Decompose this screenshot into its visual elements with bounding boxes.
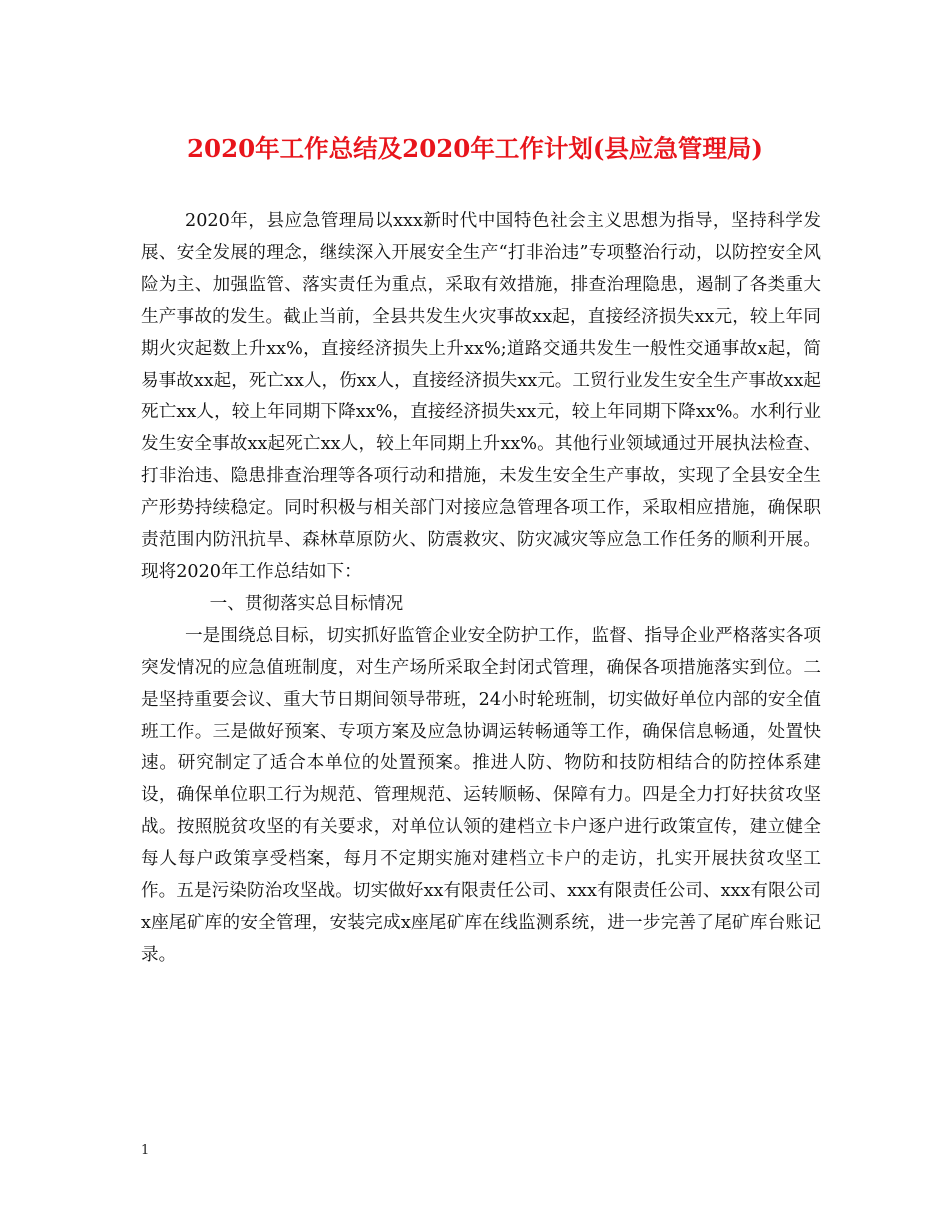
page-number: 1	[141, 1143, 150, 1158]
document-title: 2020年工作总结及2020年工作计划(县应急管理局)	[186, 134, 764, 163]
section-heading: 一、贯彻落实总目标情况	[209, 593, 404, 614]
document-body	[141, 206, 821, 972]
intro-paragraph: 2020年，县应急管理局以xxx新时代中国特色社会主义思想为指导，坚持科学发展、安全发展的理念，继续深入开展安全生产“打非治违”专项整治行动，以防控安全风险为主、加强监管、落实责任为重点，采取有效措施，排查治理隐患，遏制了各类重大生产事故的发生。截止当前，全县共发生火灾事故xx起，直接经济损失xx元，较上年同期火灾起数上升xx%，直接经济损失上升xx%;道路交通共发生一般性交通事故x起，简易事故xx起，死亡xx人，伤xx人，直接经济损失xx元。工贸行业发生安全生产事故xx起死亡xx人，较上年同期下降xx%，直接经济损失xx元，较上年同期下降xx%。水利行业发生安全事故xx起死亡xx人，较上年同期上升xx%。其他行业领域通过开展执法检查、打非治违、隐患排查治理等各项行动和措施，未发生安全生产事故，实现了全县安全生产形势持续稳定。同时积极与相关部门对接应急管理各项工作，采取相应措施，确保职责范围内防汛抗旱、森林草原防火、防震救灾、防灾减灾等应急工作任务的顺利开展。现将2020年工作总结如下：	[141, 211, 821, 582]
section-paragraph: 一是围绕总目标，切实抓好监管企业安全防护工作，监督、指导企业严格落实各项突发情况的应急值班制度，对生产场所采取全封闭式管理，确保各项措施落实到位。二是坚持重要会议、重大节日期间领导带班，24小时轮班制，切实做好单位内部的安全值班工作。三是做好预案、专项方案及应急协调运转畅通等工作，确保信息畅通，处置快速。研究制定了适合本单位的处置预案。推进人防、物防和技防相结合的防控体系建设，确保单位职工行为规范、管理规范、运转顺畅、保障有力。四是全力打好扶贫攻坚战。按照脱贫攻坚的有关要求，对单位认领的建档立卡户逐户进行政策宣传，建立健全每人每户政策享受档案，每月不定期实施对建档立卡户的走访，扎实开展扶贫攻坚工作。五是污染防治攻坚战。切实做好xx有限责任公司、xxx有限责任公司、xxx有限公司x座尾矿库的安全管理，安装完成x座尾矿库在线监测系统，进一步完善了尾矿库台账记录。	[141, 625, 821, 965]
